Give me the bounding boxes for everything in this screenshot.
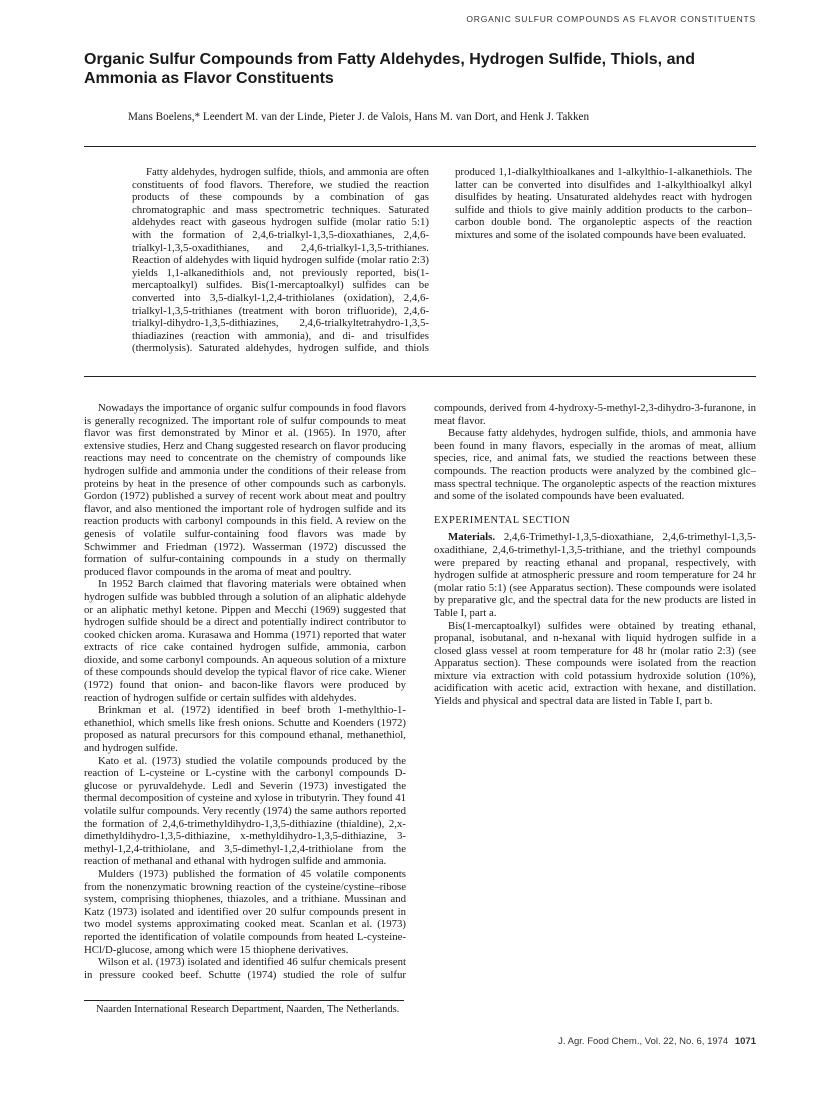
run-in-heading: Materials.: [448, 531, 496, 544]
author-list: Mans Boelens,* Leendert M. van der Linde, Pieter J. de Valois, Hans M. van Dort, and Henk J. Takken: [128, 111, 590, 123]
paragraph: Wilson et al. (1973) isolated and identified 46 sulfur chemicals present in pressure cooked beef. Schutte (1974) studied the role of sulfur compounds, derived from 4-hydroxy-5-methyl-2,3-dihydro-3-furanone, in meat flavor.: [84, 402, 756, 981]
abstract-bottom-rule: [84, 376, 756, 377]
affiliation-footnote: Naarden International Research Department, Naarden, The Netherlands.: [96, 1004, 400, 1015]
paragraph: In 1952 Barch claimed that flavoring materials were obtained when hydrogen sulfide was bubbled through a solution of an aliphatic aldehyde or an aliphatic methyl ketone. Pippen and Mecchi (1969) suggested that hydrogen sulfide should be a direct and potentially indirect contributor to cooked chicken aroma. Kurasawa and Homma (1971) reported that water extracts of rice cake contained hydrogen sulfide, ammonia, carbon dioxide, and some carbonyl compounds. An aqueous solution of a mixture of these compounds should develop the typical flavor of rice cake. Wiener (1972) found that onion- and bacon-like flavors were produced by reaction of hydrogen sulfide or certain sulfides with aldehydes.: [84, 578, 406, 704]
journal-citation: J. Agr. Food Chem., Vol. 22, No. 6, 1974: [558, 1036, 729, 1047]
article-body: [84, 402, 756, 1002]
abstract: [132, 166, 752, 366]
paragraph: Kato et al. (1973) studied the volatile compounds produced by the reaction of L-cysteine or L-cystine with the carbonyl compounds D-glucose or pyruvaldehyde. Ledl and Severin (1973) investigated the thermal decomposition of cysteine and xylose in tributyrin. They found 41 volatile sulfur compounds. Very recently (1974) the same authors reported the formation of 2,4,6-trimethyldihydro-1,3,5-dithiazine (thialdine), 2,x-dimethyldihydro-1,3,5-dithiazine, x-methyldihydro-1,3,5-dithiazine, 3-methyl-1,2,4-trithiolane, and 3,5-dimethyl-1,2,4-trithiolane from the reaction of methanal and ethanal with hydrogen sulfide and ammonia.: [84, 754, 406, 868]
paragraph: Bis(1-mercaptoalkyl) sulfides were obtained by treating ethanal, propanal, isobutanal, and n-hexanal with liquid hydrogen sulfide in a closed glass vessel at room temperature for 48 hr (molar ratio 2:3) (see Apparatus section). These compounds were isolated from the reaction mixture via extraction with cold potassium hydroxide solution (10%), acidification with acetic acid, extraction with hexane, and distillation. Yields and physical and spectral data are listed in Table I, part b.: [434, 619, 756, 708]
paragraph: Brinkman et al. (1972) identified in beef broth 1-methylthio-1-ethanethiol, which smells like fresh onions. Schutte and Koenders (1972) proposed as natural precursors for this compound ethanal, methanethiol, and hydrogen sulfide.: [84, 704, 406, 755]
paragraph: Because fatty aldehydes, hydrogen sulfide, thiols, and ammonia have been found in many flavors, especially in the aromas of meat, allium species, rice, and animal fats, we studied the reactions between these compounds. The reaction products were analyzed by the combined glc–mass spectral technique. The organoleptic aspects of the reaction mixtures and some of the isolated compounds have been evaluated.: [434, 427, 756, 503]
footnote-rule: [84, 1000, 404, 1001]
abstract-text: Fatty aldehydes, hydrogen sulfide, thiols, and ammonia are often constituents of food flavors. Therefore, we studied the reaction products of these compounds by a combination of gas chromatographic and mass spectrometric techniques. Saturated aldehydes react with gaseous hydrogen sulfide (molar ratio 5:1) with the formation of 2,4,6-trialkyl-1,3,5-dioxathianes, 2,4,6-trialkyl-1,3,5-oxadithianes, and 2,4,6-trialkyl-1,3,5-trithianes. Reaction of aldehydes with liquid hydrogen sulfide (molar ratio 2:3) yields 1,1-alkanedithiols and, not previously reported, bis(1-mercaptoalkyl) sulfides. Bis(1-mercaptoalkyl) sulfides can be converted into 3,5-dialkyl-1,2,4-trithiolanes (oxidation), 2,4,6-trialkyl-1,3,5-trithianes (treatment with boron trifluoride), 2,4,6-trialkyl-dihydro-1,3,5-dithiazines, 2,4,6-trialkyltetrahydro-1,3,5-thiadiazines (reaction with ammonia), and di- and trisulfides (thermolysis). Saturated aldehydes, hydrogen sulfide, and thiols produced 1,1-dialkylthioalkanes and 1-alkylthio-1-alkanethiols. The latter can be converted into disulfides and 1-alkylthioalkyl alkyl disulfides by heating. Unsaturated aldehydes react with hydrogen sulfide and thiols to give mainly addition products to the carbon–carbon double bond. The organoleptic aspects of the reaction mixtures and some of the isolated compounds have been evaluated.: [132, 166, 752, 355]
running-head: ORGANIC SULFUR COMPOUNDS AS FLAVOR CONSTITUENTS: [466, 14, 756, 24]
abstract-top-rule: [84, 146, 756, 147]
paragraph-text: 2,4,6-Trimethyl-1,3,5-dioxathiane, 2,4,6-trimethyl-1,3,5-oxadithiane, 2,4,6-trimethyl-1,3,5-trithiane, and the triethyl compounds were prepared by reacting ethanal and propanal, respectively, with hydrogen sulfide at atmospheric pressure and room temperature for 24 hr (molar ratio 5:1) (see Apparatus section). These compounds were isolated by preparative glc, and the spectral data for the new products are listed in Table I, part a.: [434, 531, 756, 619]
article-title: Organic Sulfur Compounds from Fatty Aldehydes, Hydrogen Sulfide, Thiols, and Ammonia as Flavor Constituents: [84, 51, 696, 87]
section-heading: EXPERIMENTAL SECTION: [434, 514, 571, 526]
page-footer: [558, 1036, 756, 1047]
paragraph: [434, 531, 756, 619]
page-number: 1071: [734, 1036, 756, 1047]
paragraph: Nowadays the importance of organic sulfur compounds in food flavors is generally recognized. The important role of sulfur compounds to meat flavor was first demonstrated by Minor et al. (1965). In 1970, after extensive studies, Herz and Chang suggested research on flavor producing reactions may need to concentrate on the chemistry of compounds like hydrogen sulfide and ammonia under the conditions of their release from proteins by heat in the presence of other compounds such as carbonyls. Gordon (1972) published a survey of recent work about meat and poultry flavor, and also mentioned the important role of hydrogen sulfide and its reaction products with carbonyl compounds in this field. A review on the genesis of volatile sulfur-containing food flavors was made by Schwimmer and Friedman (1972). Wasserman (1972) discussed the formation of sulfur-containing compounds in a study on thermally produced flavor compounds in the aroma of meat and poultry.: [84, 402, 406, 578]
paragraph: Mulders (1973) published the formation of 45 volatile components from the nonenzymatic browning reaction of the cysteine/cystine–ribose system, comprising thiophenes, thiazoles, and a trithiane. Mussinan and Katz (1973) isolated and identified over 20 sulfur compounds present in two model systems approximating cooked meat. Scanlan et al. (1973) reported the identification of volatile compounds from heated L-cysteine-HCl/D-glucose, among which were 15 thiophene derivatives.: [84, 867, 406, 956]
